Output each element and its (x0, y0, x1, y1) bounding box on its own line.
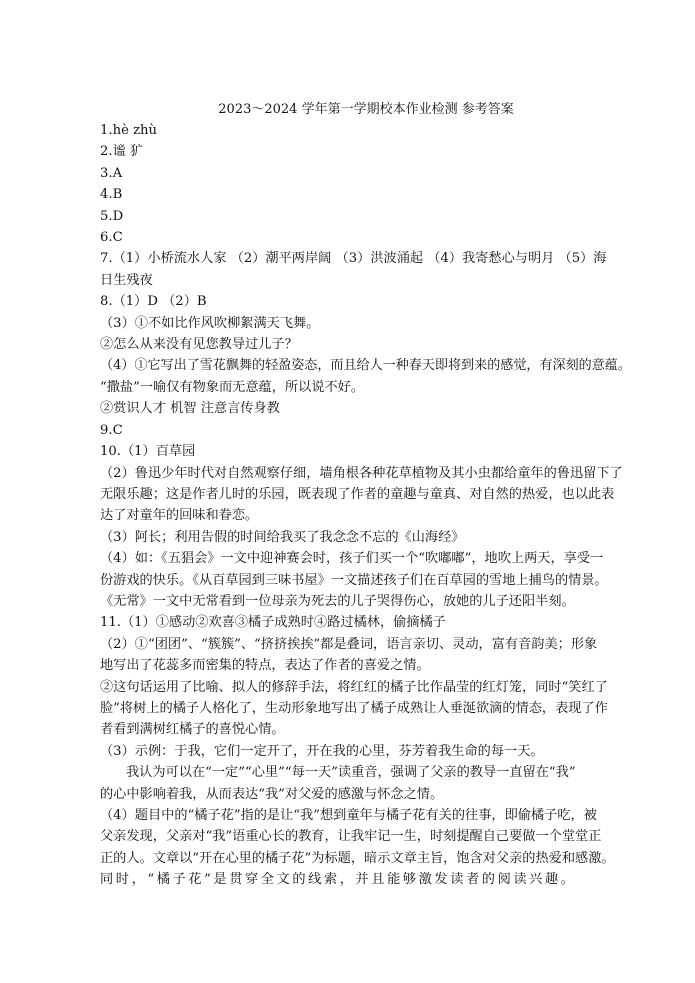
answer-sheet (100, 100, 632, 891)
answer-8-4a-cont: “撒盐”一喻仅有物象而无意蕴，所以说不好。 (100, 379, 365, 395)
document-title: 2023～2024 学年第一学期校本作业检测 参考答案 (218, 102, 514, 117)
answer-7-cont: 日生残夜 (100, 272, 153, 288)
answer-6: 6.C (100, 230, 123, 246)
answer-10-2: （2）鲁迅少年时代对自然观察仔细，墙角根各种花草植物及其小虫都给童年的鲁迅留下了 (100, 465, 623, 481)
answer-11-3-explain: 我认为可以在“一定”“心里”“每一天”读重音，强调了父亲的教导一直留在“我” (126, 765, 576, 781)
answer-10-4-cont: 份游戏的快乐。《从百草园到三味书屋》一文描述孩子们在百草园的雪地上捕鸟的情景。 (100, 572, 608, 588)
answer-11-2a-cont: 地写出了花蕊多而密集的特点，表达了作者的喜爱之情。 (100, 658, 430, 674)
answer-5: 5.D (100, 208, 124, 224)
answer-11-2a: （2）①“团团”、“簇簇”、“挤挤挨挨”都是叠词，语言亲切、灵动，富有音韵美；形象 (100, 636, 598, 652)
answer-11-4-end: 同时，“橘子花”是贯穿全文的线索，并且能够激发读者的阅读兴趣。 (100, 872, 577, 888)
answer-3: 3.A (100, 165, 123, 181)
answer-1: 1.hè zhù (100, 123, 158, 138)
answer-8-3a: （3）①不如比作风吹柳絮满天飞舞。 (100, 315, 320, 331)
answer-10-2-cont: 无限乐趣；这是作者儿时的乐园，既表现了作者的童趣与童真、对自然的热爱，也以此表 (100, 486, 615, 502)
answer-10-3: （3）阿长；利用告假的时间给我买了我念念不忘的《山海经》 (100, 529, 465, 545)
answer-11-1: 11.（1）①感动②欢喜③橘子成熟时④路过橘林，偷摘橘子 (100, 615, 446, 631)
answer-11-2b: ②这句话运用了比喻、拟人的修辞手法，将红红的橘子比作晶莹的红灯笼，同时“笑红了 (100, 679, 608, 695)
answer-7: 7.（1）小桥流水人家 （2）潮平两岸阔 （3）洪波涌起 （4）我寄愁心与明月 （5）海 (100, 251, 607, 267)
answer-8-1: 8.（1）D （2）B (100, 294, 207, 310)
answer-11-4-cont: 父亲发现，父亲对“我”语重心长的教育，让我牢记一生，时刻提醒自己要做一个堂堂正 (100, 829, 602, 845)
answer-11-4: （4）题目中的“橘子花”指的是让“我”想到童年与橘子花有关的往事，即偷橘子吃，被 (100, 808, 597, 823)
answer-10-4-end: 《无常》一文中无常看到一位母亲为死去的儿子哭得伤心，放她的儿子还阳半刻。 (100, 593, 575, 609)
answer-8-4b: ②赏识人才 机智 注意言传身教 (100, 401, 280, 417)
answer-4: 4.B (100, 187, 123, 203)
answer-11-2b-cont: 脸”将树上的橘子人格化了，生动形象地写出了橘子成熟让人垂涎欲滴的情态，表现了作 (100, 700, 608, 716)
answer-11-3-explain-cont: 的心中影响着我，从而表达“我”对父爱的感激与怀念之情。 (100, 786, 444, 802)
answer-10-2-end: 达了对童年的回味和眷恋。 (100, 508, 259, 524)
answer-2: 2.谧 犷 (100, 144, 144, 160)
answer-9: 9.C (100, 422, 123, 438)
answer-10-1: 10.（1）百草园 (100, 444, 196, 460)
answer-10-4: （4）如：《五猖会》一文中迎神赛会时，孩子们买一个“吹嘟嘟”，地吹上两天，享受一 (100, 551, 604, 567)
answer-11-4-cont2: 正的人。文章以“开在心里的橘子花”为标题，暗示文章主旨，饱含对父亲的热爱和感激。 (100, 850, 615, 866)
answer-8-4a: （4）①它写出了雪花飘舞的轻盈姿态，而且给人一种春天即将到来的感觉，有深刻的意蕴。 (100, 358, 631, 374)
answer-11-3: （3）示例：于我，它们一定开了，开在我的心里，芬芳着我生命的每一天。 (100, 743, 544, 759)
answer-8-3b: ②怎么从来没有见您教导过儿子？ (100, 337, 298, 353)
answer-11-2b-end: 者看到满树红橘子的喜悦心情。 (100, 722, 285, 738)
